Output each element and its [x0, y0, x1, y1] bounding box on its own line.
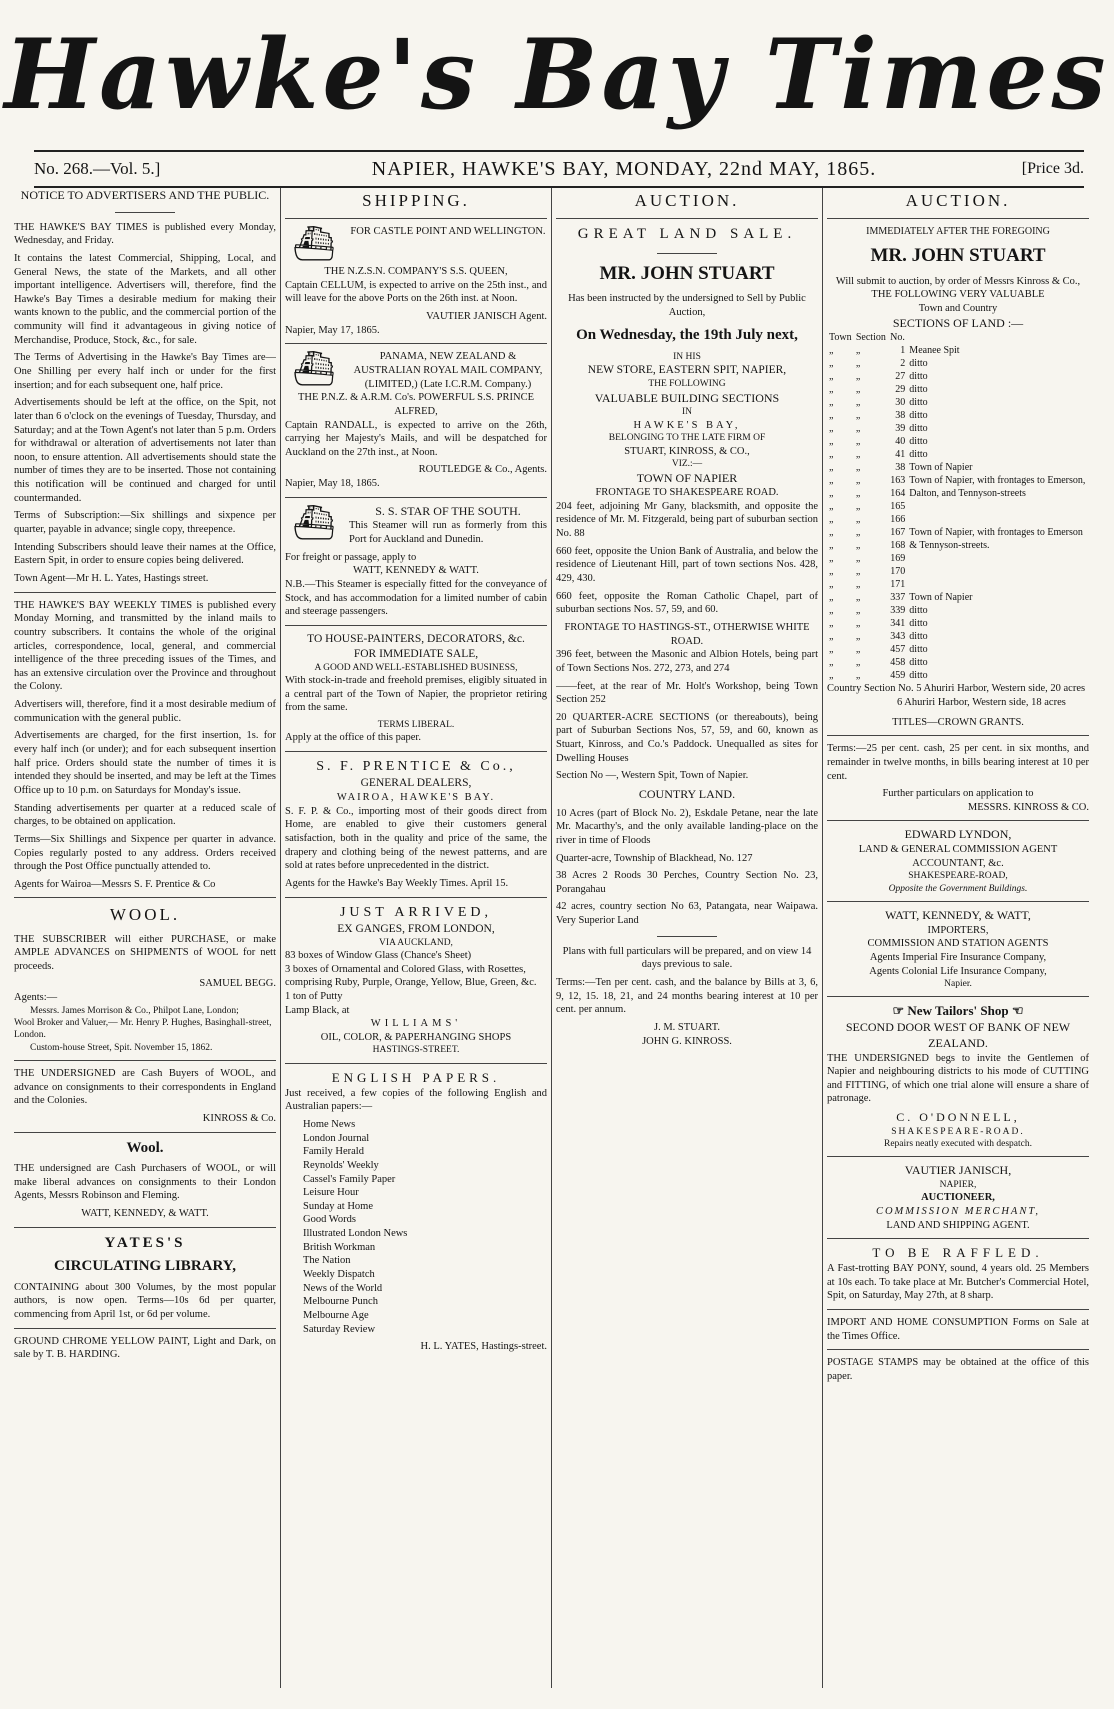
wool-signature: SAMUEL BEGG.	[199, 978, 276, 990]
paper-item: Melbourne Punch	[303, 1296, 378, 1308]
section-number: 41	[895, 449, 906, 461]
section-row: „ „ 163 Town of Napier, with frontages to Emerson,	[827, 474, 1089, 487]
divider	[827, 735, 1089, 736]
col-section: Section	[855, 332, 886, 344]
ship-agent: WATT, KENNEDY & WATT.	[353, 565, 479, 577]
section-number: 38	[895, 462, 906, 474]
papers-title: ENGLISH PAPERS.	[331, 1069, 501, 1085]
col-town: Town	[829, 332, 852, 344]
notice-paragraph: Intending Subscribers should leave their names at the Office, Eastern Spit, in order to ensure copies being delivered.	[14, 541, 276, 567]
divider	[285, 218, 547, 219]
painters-sub: A GOOD AND WELL-ESTABLISHED BUSINESS,	[314, 662, 518, 673]
painters-apply: Apply at the office of this paper.	[285, 732, 421, 744]
section-location: ditto	[909, 631, 928, 643]
section-number: 343	[890, 631, 906, 643]
signature: J. M. STUART.	[654, 1021, 720, 1033]
divider	[285, 497, 547, 498]
divider	[657, 936, 717, 937]
divider	[14, 592, 276, 593]
paper-item: British Workman	[303, 1241, 376, 1253]
notice-paragraph: THE HAWKE'S BAY TIMES is published every Monday, Wednesday, and Friday.	[14, 221, 276, 247]
column-rule	[822, 188, 823, 1688]
shipping-heading: SHIPPING.	[362, 191, 470, 210]
section-row: „ „ 41 ditto	[827, 448, 1089, 461]
place-date: NAPIER, HAWKE'S BAY, MONDAY, 22nd MAY, 1865.	[371, 157, 877, 180]
lyndon-line: ACCOUNTANT, &c.	[912, 857, 1004, 869]
ship-ad-title: PANAMA, NEW ZEALAND & AUSTRALIAN ROYAL MAIL COMPANY, (LIMITED,) (Late I.C.R.M. Company.)	[353, 351, 543, 390]
section-location	[907, 513, 1089, 526]
divider	[285, 343, 547, 344]
divider	[657, 253, 717, 254]
ship-company: THE P.N.Z. & A.R.M. Co's. POWERFUL S.S. PRINCE ALFRED,	[297, 392, 535, 417]
wkw-line: Napier.	[944, 979, 972, 990]
wool-ad: THE undersigned are Cash Purchasers of WOOL, or will make liberal advances on consignments to their London Agents, Messrs Robinson and Fleming.	[14, 1163, 276, 1202]
tailor-heading: New Tailors' Shop	[907, 1003, 1009, 1019]
section-location: Town of Napier, with frontages to Emerson,	[909, 475, 1086, 487]
column-4	[827, 188, 1089, 1688]
section-row: „ „ 169	[827, 552, 1089, 565]
column-rule	[280, 188, 281, 1688]
further: Further particulars on application to	[882, 788, 1034, 800]
divider	[827, 901, 1089, 902]
paper-item: The Nation	[303, 1255, 351, 1267]
frontage-heading: FRONTAGE TO HASTINGS-ST., OTHERWISE WHITE ROAD.	[564, 621, 810, 647]
section-row: „ „ 341 ditto	[827, 617, 1089, 630]
ship-agent: ROUTLEDGE & Co., Agents.	[418, 464, 547, 476]
vj-line: COMMISSION MERCHANT,	[875, 1205, 1041, 1217]
weekly-paragraph: Agents for Wairoa—Messrs S. F. Prentice & Co	[14, 878, 216, 890]
ship-icon: ⛴	[292, 351, 336, 389]
paper-item: Family Herald	[303, 1146, 364, 1158]
ship-note: N.B.—This Steamer is especially fitted for the conveyance of Stock, and has accommodation for a limited number of cabin and steerage passengers.	[285, 578, 547, 618]
section-number: 337	[890, 592, 906, 604]
ship-icon: ⛴	[292, 226, 336, 264]
divider	[285, 1063, 547, 1064]
section-number: 167	[890, 527, 906, 539]
lot: Section No —, Western Spit, Town of Napier.	[556, 770, 749, 782]
pointing-hand-icon: ☜	[1008, 1003, 1024, 1019]
section-row: „ „ 38 Town of Napier	[827, 461, 1089, 474]
masthead	[0, 0, 1114, 150]
auction-heading: AUCTION.	[634, 191, 740, 210]
divider	[14, 897, 276, 898]
section-number: 164	[890, 488, 906, 500]
section-location: Dalton, and Tennyson-streets	[909, 488, 1026, 500]
vj-line: NAPIER,	[939, 1180, 977, 1190]
paper-item: News of the World	[303, 1282, 383, 1294]
valuable: VALUABLE BUILDING SECTIONS	[594, 390, 780, 405]
paper-item: Cassel's Family Paper	[303, 1173, 396, 1185]
section-location: ditto	[909, 423, 928, 435]
signature: JOHN G. KINROSS.	[642, 1035, 732, 1047]
hawkes-bay: HAWKE'S BAY,	[633, 419, 741, 431]
divider	[285, 751, 547, 752]
divider	[556, 218, 818, 219]
paper-item: Saturday Review	[303, 1323, 376, 1335]
divider	[827, 1349, 1089, 1350]
section-location: Town of Napier	[909, 462, 973, 474]
notice-paragraph: Terms of Subscription:—Six shillings and sixpence per quarter, payable in advance; single copy, threepence.	[14, 510, 276, 536]
section-location: ditto	[909, 358, 928, 370]
section-number: 27	[895, 371, 906, 383]
library-heading: YATES'S	[104, 1234, 186, 1251]
arrived-item: Lamp Black, at	[285, 1004, 350, 1016]
country-heading: COUNTRY LAND.	[638, 787, 736, 801]
wkw-line: Agents Imperial Fire Insurance Company,	[869, 951, 1047, 963]
weekly-paragraph: Advertisements are charged, for the first insertion, 1s. for every half inch (or under); and for each subsequent insertion half price. Orders should state the number of times it is intended they should be inserted, and may be left at the Times Office up to 10 p.m. on Saturdays for Monday's issue.	[14, 730, 276, 796]
section-number: 457	[890, 644, 906, 656]
section-location	[907, 565, 1089, 578]
prentice-sub: GENERAL DEALERS,	[360, 777, 472, 790]
library-subheading: CIRCULATING LIBRARY,	[53, 1258, 236, 1275]
section-location: Meanee Spit	[909, 345, 960, 357]
section-location: ditto	[909, 410, 928, 422]
weekly-paragraph: Advertisers will, therefore, find it a most desirable medium of communication with the general public.	[14, 699, 276, 724]
arrived-via: VIA AUCKLAND,	[379, 937, 453, 948]
lot: 10 Acres (part of Block No. 2), Eskdale Petane, near the late Mr. Macarthy's, and the only available landing-place on the river in time of Floods	[556, 807, 818, 846]
notice-paragraph: Town Agent—Mr H. L. Yates, Hastings street.	[14, 572, 209, 584]
papers-intro: Just received, a few copies of the following English and Australian papers:—	[285, 1087, 547, 1113]
divider	[285, 897, 547, 898]
lot: Quarter-acre, Township of Blackhead, No. 127	[556, 852, 753, 864]
wool-signature: WATT, KENNEDY, & WATT.	[81, 1208, 209, 1220]
paint-ad: GROUND CHROME YELLOW PAINT, Light and Dark, on sale by T. B. HARDING.	[14, 1335, 276, 1361]
section-location: ditto	[909, 371, 928, 383]
section-row: „ „ 40 ditto	[827, 435, 1089, 448]
section-row: „ „ 168 & Tennyson-streets.	[827, 539, 1089, 552]
import-ad: IMPORT AND HOME CONSUMPTION Forms on Sale at the Times Office.	[827, 1317, 1089, 1342]
wkw-line: Agents Colonial Life Insurance Company,	[869, 965, 1047, 977]
lot: 20 QUARTER-ACRE SECTIONS (or thereabouts), being part of Suburban Sections Nos, 57, 59, and 60, known as Stuart, Kinross, and Co.'s Paddock. Unequalled as sites for Dwelling Houses	[556, 711, 818, 764]
agents-line: Messrs. James Morrison & Co., Philpot Lane, London;	[30, 1005, 239, 1016]
lyndon-name: EDWARD LYNDON,	[904, 827, 1012, 842]
ship-date: Napier, May 17, 1865.	[285, 324, 380, 336]
column-1	[14, 188, 276, 1688]
section-location: Town of Napier, with frontages to Emerson	[909, 527, 1083, 539]
arrived-street: HASTINGS-STREET.	[372, 1045, 460, 1056]
section-location: ditto	[909, 384, 928, 396]
arrived-shop: OIL, COLOR, & PAPERHANGING SHOPS	[320, 1031, 512, 1043]
divider	[115, 212, 175, 213]
belonging: BELONGING TO THE LATE FIRM OF	[608, 433, 766, 444]
paper-item: London Journal	[303, 1132, 370, 1144]
tailor-body: THE UNDERSIGNED begs to invite the Gentlemen of Napier and neighbouring districts to his mode of CUTTING and FITTING, of which one trial alone will ensure a share of patronage.	[827, 1052, 1089, 1105]
section-number: 458	[890, 657, 906, 669]
divider	[14, 1060, 276, 1061]
section-row: „ „ 38 ditto	[827, 409, 1089, 422]
terms: Terms:—Ten per cent. cash, and the balance by Bills at 3, 6, 9, 12, 15. 18, 21, and 24 months bearing interest at 10 per cent. per annum.	[556, 977, 818, 1016]
library-ad: CONTAINING about 300 Volumes, by the most popular authors, is now open. Terms—10s 6d per quarter, commencing from April 1st, or 6d per volume.	[14, 1281, 276, 1320]
section-row: „ „ 337 Town of Napier	[827, 591, 1089, 604]
section-number: 30	[895, 397, 906, 409]
section-row: „ „ 29 ditto	[827, 383, 1089, 396]
price: [Price 3d.	[1021, 160, 1084, 177]
section-location: ditto	[909, 644, 928, 656]
section-row: „ „ 457 ditto	[827, 643, 1089, 656]
section-location	[907, 578, 1089, 591]
in-his: IN HIS	[673, 352, 701, 363]
section-row: „ „ 458 ditto	[827, 656, 1089, 669]
section-row: „ „ 170	[827, 565, 1089, 578]
wool-ad: THE UNDERSIGNED are Cash Buyers of WOOL, and advance on consignments to their correspondents in England and the Colonies.	[14, 1068, 276, 1107]
dateline	[34, 150, 1084, 188]
lyndon-line: SHAKESPEARE-ROAD,	[908, 871, 1008, 882]
raffle-body: A Fast-trotting BAY PONY, sound, 4 years old. 25 Members at 10s each. To take place at Mr. Butcher's Commercial Hotel, Spit, on Saturday, May 27th, at 8 sharp.	[827, 1263, 1089, 1302]
paper-item: Leisure Hour	[303, 1187, 359, 1199]
notice-heading: NOTICE TO ADVERTISERS AND THE PUBLIC.	[20, 188, 270, 202]
arrived-shop: WILLIAMS'	[370, 1018, 462, 1030]
town-country: Town and Country	[918, 303, 998, 315]
section-location: ditto	[909, 605, 928, 617]
lot: 204 feet, adjoining Mr Gany, blacksmith, and opposite the residence of Mr. M. Fitzgerald, being part of suburban section No. 88	[556, 500, 818, 540]
section-number: 1	[900, 345, 906, 357]
divider	[14, 1227, 276, 1228]
section-row: „ „ 166	[827, 513, 1089, 526]
section-number: 171	[890, 579, 906, 591]
weekly-paragraph: Standing advertisements per quarter at a reduced scale of charges, to be obtained on application.	[14, 802, 276, 828]
section-number: 2	[900, 358, 906, 370]
ship-agent: VAUTIER JANISCH Agent.	[426, 311, 547, 323]
divider	[285, 625, 547, 626]
will-submit: Will submit to auction, by order of Messrs Kinross & Co.,	[835, 275, 1081, 287]
column-2	[285, 188, 547, 1688]
wool-signature: KINROSS & Co.	[202, 1113, 276, 1125]
divider	[827, 1238, 1089, 1239]
agents-line: Custom-house Street, Spit. November 15, 1862.	[30, 1042, 213, 1053]
lot: ——feet, at the rear of Mr. Holt's Workshop, being Town Section 252	[556, 680, 818, 706]
tailor-repairs: Repairs neatly executed with despatch.	[884, 1139, 1032, 1150]
tailor-road: SHAKESPEARE-ROAD.	[891, 1126, 1025, 1137]
section-number: 163	[890, 475, 906, 487]
section-row: „ „ 459 ditto	[827, 669, 1089, 682]
sale-date: On Wednesday, the 19th July next,	[576, 326, 798, 343]
postage-ad: POSTAGE STAMPS may be obtained at the office of this paper.	[827, 1357, 1089, 1382]
section-row: „ „ 167 Town of Napier, with frontages to Emerson	[827, 526, 1089, 539]
raffle-title: TO BE RAFFLED.	[872, 1245, 1044, 1261]
section-number: 38	[895, 410, 906, 422]
ship-ad-body: Captain CELLUM, is expected to arrive on the 25th inst., and will leave for the above Ports on the 26th inst. at Noon.	[285, 279, 547, 305]
country-row: 6 Ahuriri Harbor, Western side, 18 acres	[897, 696, 1066, 708]
ship-icon: ⛴	[292, 504, 336, 542]
papers-list	[285, 1118, 547, 1336]
section-row: „ „ 164 Dalton, and Tennyson-streets	[827, 487, 1089, 500]
lyndon-line: LAND & GENERAL COMMISSION AGENT	[858, 844, 1058, 856]
sections-heading: SECTIONS OF LAND :—	[892, 315, 1024, 330]
section-location: ditto	[909, 436, 928, 448]
col-no: No.	[890, 332, 905, 344]
section-location: & Tennyson-streets.	[909, 540, 990, 552]
town-heading: TOWN OF NAPIER	[636, 470, 738, 485]
instructed: Has been instructed by the undersigned to Sell by Public Auction,	[568, 293, 806, 318]
divider	[827, 218, 1089, 219]
divider	[14, 1132, 276, 1133]
arrived-sub: EX GANGES, FROM LONDON,	[337, 922, 495, 935]
agents-label: Agents:—	[14, 992, 58, 1004]
kinross: MESSRS. KINROSS & CO.	[967, 801, 1089, 813]
section-row: „ „ 1 Meanee Spit	[827, 344, 1089, 357]
prentice-place: WAIROA, HAWKE'S BAY.	[336, 792, 496, 804]
arrived-title: JUST ARRIVED,	[339, 904, 493, 920]
lot: 660 feet, opposite the Roman Catholic Chapel, part of suburban sections Nos. 57, 59, and 60.	[556, 590, 818, 616]
notice-paragraph: The Terms of Advertising in the Hawke's Bay Times are—One Shilling per every half inch or under for the first insertion; and for each subsequent one, half price.	[14, 352, 276, 391]
weekly-paragraph: THE HAWKE'S BAY WEEKLY TIMES is published every Monday Morning, and transmitted by the inland mails to country subscribers. It contains the whole of the original articles, correspondence, local, general, and commercial intelligence of the three preceding issues of the Times, and has an extensive circulation over the Province and throughout the Colony.	[14, 599, 276, 693]
ship-ad-body: This Steamer will run as formerly from this Port for Auckland and Dunedin.	[349, 520, 547, 545]
wkw-line: IMPORTERS,	[927, 924, 989, 936]
lyndon-line: Opposite the Government Buildings.	[888, 883, 1028, 894]
paper-item: Good Words	[303, 1214, 356, 1226]
agents-line: Wool Broker and Valuer,— Mr. Henry P. Hughes, Basinghall-street, London.	[14, 1018, 272, 1041]
prentice-body: S. F. P. & Co., importing most of their goods direct from Home, are enabled to give their customers general satisfaction, both in the quality and price of the same, the drapery and clothing being of the newest patterns, and are sold at rates before unprecedented in the district.	[285, 805, 547, 872]
section-location: ditto	[909, 449, 928, 461]
section-number: 339	[890, 605, 906, 617]
paper-item: Reynolds' Weekly	[303, 1159, 379, 1171]
section-location: ditto	[909, 618, 928, 630]
papers-signature: H. L. YATES, Hastings-street.	[420, 1341, 547, 1353]
vj-line: LAND AND SHIPPING AGENT.	[886, 1219, 1030, 1231]
painters-sale: FOR IMMEDIATE SALE,	[353, 647, 479, 660]
section-row: „ „ 30 ditto	[827, 396, 1089, 409]
notice-paragraph: Advertisements should be left at the office, on the Spit, not later than 6 o'clock on the evenings of Tuesday, Thursday, and Saturday; and at the Town Agent's not later than 5 p.m. Orders for withdrawal or alteration of advertisements not later than noon, to ensure attention. All advertisements should state the number of times they are to be inserted. Those not containing this notification will be continued and charged for until countermanded.	[14, 397, 276, 504]
ship-ad-title: S. S. STAR OF THE SOUTH.	[375, 503, 521, 518]
section-location	[907, 552, 1089, 565]
painters-body: With stock-in-trade and freehold premises, eligibly situated in a central part of the Town of Napier, the proprietor retiring from the same.	[285, 675, 547, 714]
issue-number: No. 268.—Vol. 5.]	[34, 159, 161, 178]
section-number: 29	[895, 384, 906, 396]
section-row: „ „ 165	[827, 500, 1089, 513]
section-row: „ „ 343 ditto	[827, 630, 1089, 643]
auction-heading: AUCTION.	[905, 191, 1011, 210]
firm: STUART, KINROSS, & CO.,	[624, 445, 750, 457]
divider	[827, 996, 1089, 997]
auctioneer-name: MR. JOHN STUART	[870, 245, 1046, 267]
divider	[14, 1328, 276, 1329]
pointing-hand-icon: ☞	[892, 1003, 908, 1019]
arrived-item: 83 boxes of Window Glass (Chance's Sheet)	[285, 949, 472, 961]
store: NEW STORE, EASTERN SPIT, NAPIER,	[587, 364, 787, 377]
terms: Terms:—25 per cent. cash, 25 per cent. in six months, and remainder in twelve months, in bills bearing interest at 10 per cent.	[827, 743, 1089, 782]
in: IN	[681, 407, 693, 418]
section-location	[907, 500, 1089, 513]
lot: 42 acres, country section No 63, Patangata, near Waipawa. Very Superior Land	[556, 901, 818, 927]
divider	[827, 1309, 1089, 1310]
auctioneer-name: MR. JOHN STUART	[599, 262, 775, 284]
painters-title: TO HOUSE-PAINTERS, DECORATORS, &c.	[307, 632, 525, 645]
painters-terms: TERMS LIBERAL.	[377, 719, 455, 730]
ship-company: THE N.Z.S.N. COMPANY'S S.S. QUEEN,	[324, 266, 508, 278]
notice-paragraph: It contains the latest Commercial, Shipping, Local, and General News, the state of the Markets, and all other important intelligence. Advertisers will, therefore, find the Hawke's Bay Times a desirable medium for making their wants known to the public, and the commercial portion of the community will find it advantageous in giving notice of Merchandise, Produce, Stock, &c., for sale.	[14, 252, 276, 346]
ship-ad-body: Captain RANDALL, is expected to arrive on the 26th, carrying her Majesty's Mails, and will be despatched for Auckland on the 27th inst., at Noon.	[285, 419, 547, 458]
country-row: Country Section No. 5 Ahuriri Harbor, Western side, 20 acres	[827, 683, 1086, 695]
ship-date: Napier, May 18, 1865.	[285, 478, 380, 490]
following: THE FOLLOWING VERY VALUABLE	[871, 289, 1045, 301]
lot: 660 feet, opposite the Union Bank of Australia, and below the residence of Lieutenant Hill, part of town sections Nos. 428, 429, 430.	[556, 545, 818, 585]
section-row: „ „ 171	[827, 578, 1089, 591]
section-number: 39	[895, 423, 906, 435]
paper-item: Weekly Dispatch	[303, 1269, 375, 1281]
wkw-line: COMMISSION AND STATION AGENTS	[867, 938, 1049, 950]
section-location: ditto	[909, 670, 928, 682]
column-3	[556, 188, 818, 1688]
section-number: 165	[890, 501, 906, 513]
frontage-heading: FRONTAGE TO SHAKESPEARE ROAD.	[595, 487, 779, 499]
tailor-address: SECOND DOOR WEST OF BANK OF NEW ZEALAND.	[845, 1020, 1071, 1050]
section-row: „ „ 339 ditto	[827, 604, 1089, 617]
section-row: „ „ 2 ditto	[827, 357, 1089, 370]
weekly-paragraph: Terms—Six Shillings and Sixpence per quarter in advance. Copies regularly posted to any address. Orders received through the Post Office punctually attended to.	[14, 833, 276, 873]
paper-item: Melbourne Age	[303, 1309, 369, 1321]
paper-item: Sunday at Home	[303, 1200, 373, 1212]
vj-line: AUCTIONEER,	[921, 1192, 995, 1204]
great-sale: GREAT LAND SALE.	[577, 226, 797, 243]
ship-ad-title: FOR CASTLE POINT AND WELLINGTON.	[350, 226, 546, 238]
viz: VIZ.:—	[671, 459, 703, 470]
wool-ad: THE SUBSCRIBER will either PURCHASE, or make AMPLE ADVANCES on SHIPMENTS of WOOL for nett proceeds.	[14, 933, 276, 972]
arrived-item: 1 ton of Putty	[285, 990, 343, 1002]
section-row: „ „ 39 ditto	[827, 422, 1089, 435]
arrived-item: 3 boxes of Ornamental and Colored Glass, with Rosettes, comprising Ruby, Purple, Orange, Yellow, Blue, Green, &c.	[285, 963, 537, 989]
section-number: 168	[890, 540, 906, 552]
wool-heading: WOOL.	[109, 905, 181, 925]
following: THE FOLLOWING	[648, 379, 726, 390]
sections-table	[827, 331, 1089, 682]
ship-apply: For freight or passage, apply to	[285, 551, 417, 563]
immediately: IMMEDIATELY AFTER THE FOREGOING	[866, 226, 1050, 238]
vj-name: VAUTIER JANISCH,	[904, 1163, 1012, 1178]
prentice-title: S. F. PRENTICE & Co.,	[316, 758, 516, 774]
plans: Plans with full particulars will be prepared, and on view 14 days previous to sale.	[562, 945, 812, 971]
section-number: 341	[890, 618, 906, 630]
paper-item: Illustrated London News	[303, 1228, 408, 1240]
divider	[827, 820, 1089, 821]
section-number: 459	[890, 670, 906, 682]
wool-heading: Wool.	[126, 1139, 164, 1156]
section-number: 40	[895, 436, 906, 448]
wkw-name: WATT, KENNEDY, & WATT,	[885, 907, 1031, 922]
section-number: 166	[890, 514, 906, 526]
section-row: „ „ 27 ditto	[827, 370, 1089, 383]
divider	[827, 1156, 1089, 1157]
prentice-agents: Agents for the Hawke's Bay Weekly Times. April 15.	[285, 877, 509, 889]
lot: 396 feet, between the Masonic and Albion Hotels, being part of Town Sections Nos. 272, 273, and 274	[556, 649, 818, 674]
section-number: 169	[890, 553, 906, 565]
section-location: Town of Napier	[909, 592, 973, 604]
section-location: ditto	[909, 657, 928, 669]
section-location: ditto	[909, 397, 928, 409]
section-number: 170	[890, 566, 906, 578]
lot: 38 Acres 2 Roods 30 Perches, Country Section No. 23, Porangahau	[556, 870, 818, 895]
titles: TITLES—CROWN GRANTS.	[892, 716, 1024, 728]
paper-item: Home News	[303, 1118, 356, 1130]
column-rule	[551, 188, 552, 1688]
tailor-name: C. O'DONNELL,	[896, 1110, 1020, 1125]
newspaper-title: Hawke's Bay Times	[4, 18, 1110, 131]
